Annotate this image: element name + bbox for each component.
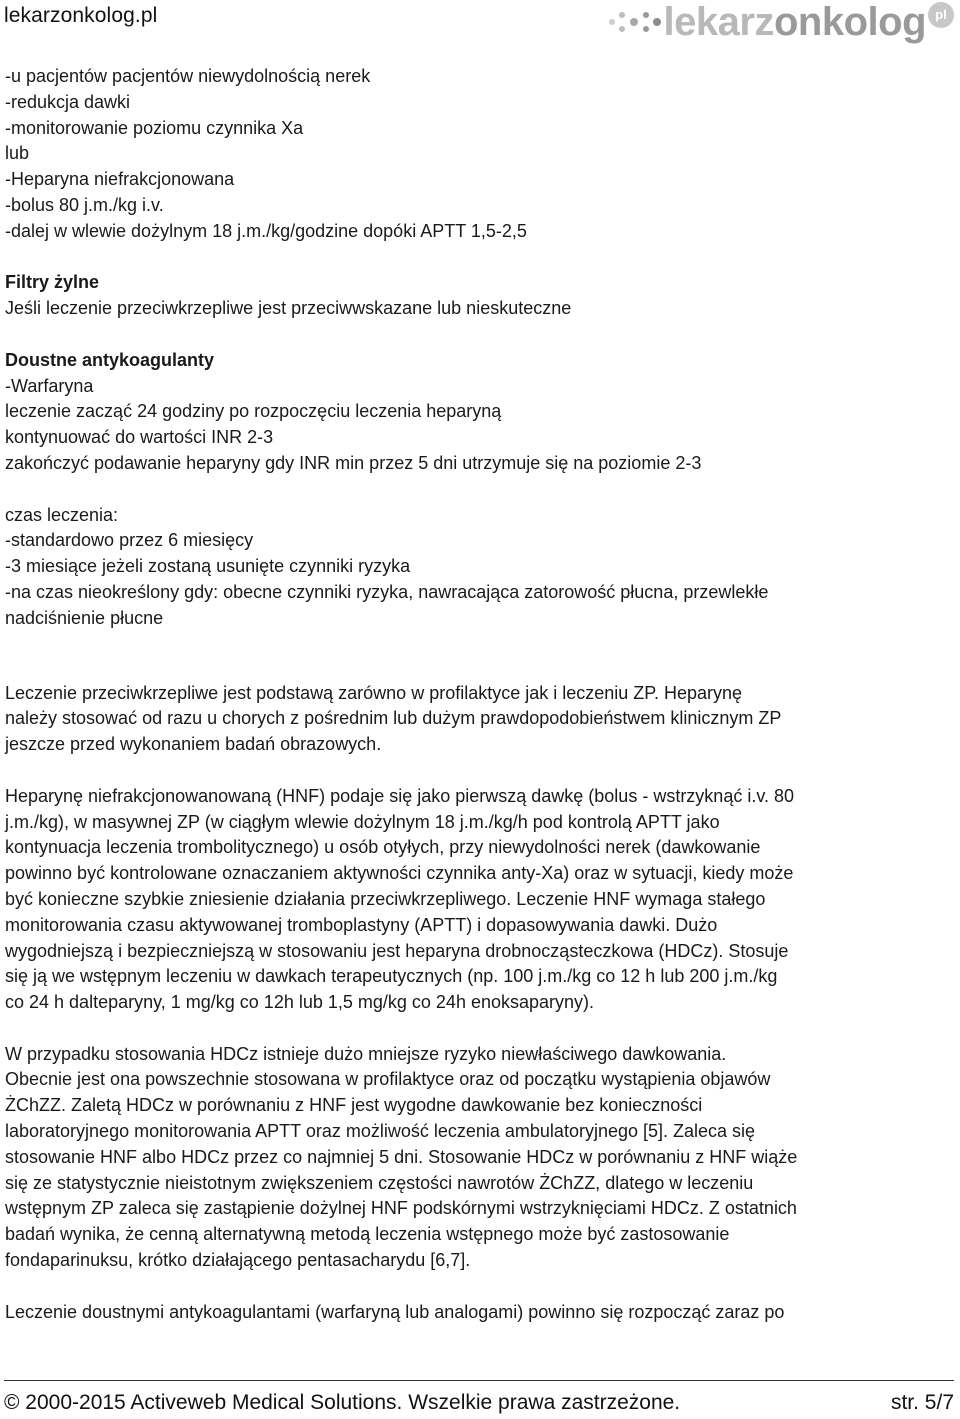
text-line: się ze statystycznie nieistotnym zwiększeniem częstości nawrotów ŻChZZ, dlatego w leczeniu [5, 1172, 754, 1193]
text-line: kontynuacja leczenia trombolitycznego) u osób otyłych, przy niewydolności nerek (dawkowanie [5, 837, 761, 858]
text-line: wygodniejszą i bezpieczniejszą w stosowaniu jest heparyna drobnocząsteczkowa (HDCz). Stosuje [5, 940, 789, 961]
text-line: powinno być kontrolowane oznaczaniem aktywności czynnika anty-Xa) oraz w sytuacji, kiedy może [5, 863, 794, 884]
text-line: -redukcja dawki [5, 91, 131, 112]
paragraph [5, 1042, 955, 1274]
text-line: Heparynę niefrakcjonowanowaną (HNF) podaje się jako pierwszą dawkę (bolus - wstrzyknąć i.v. 80 [5, 785, 795, 806]
text-line: stosowanie HNF albo HDCz przez co najmniej 5 dni. Stosowanie HDCz w porównaniu z HNF wiąże [5, 1146, 798, 1167]
text-line: leczenie zacząć 24 godziny po rozpoczęciu leczenia heparyną [5, 401, 502, 422]
text-line: się ją we wstępnym leczeniu w dawkach terapeutycznych (np. 100 j.m./kg co 12 h lub 200 j.m./kg [5, 966, 778, 987]
logo-badge: pl [928, 2, 954, 28]
paragraph [5, 1300, 955, 1326]
text-line: W przypadku stosowania HDCz istnieje dużo mniejsze ryzyko niewłaściwego dawkowania. [5, 1043, 727, 1064]
oral-anticoagulants-section [5, 348, 955, 477]
text-line: -bolus 80 j.m./kg i.v. [5, 194, 164, 215]
text-line: ŻChZZ. Zaletą HDCz w porównaniu z HNF jest wygodne dawkowanie bez konieczności [5, 1095, 703, 1116]
article-body [5, 64, 955, 1325]
text-line: -3 miesiące jeżeli zostaną usunięte czynniki ryzyka [5, 556, 411, 577]
text-line: -Heparyna niefrakcjonowana [5, 169, 235, 190]
text-line: -Warfaryna [5, 375, 94, 396]
copyright-text: © 2000-2015 Activeweb Medical Solutions. Wszelkie prawa zastrzeżone. [4, 1391, 681, 1414]
text-line: być konieczne szybkie zniesienie działania przeciwkrzepliwego. Leczenie HNF wymaga stałego [5, 888, 766, 909]
text-line: Leczenie doustnymi antykoagulantami (warfaryną lub analogami) powinno się rozpocząć zaraz po [5, 1301, 785, 1322]
text-line: jeszcze przed wykonaniem badań obrazowych. [5, 734, 382, 755]
site-name: lekarzonkolog.pl [4, 4, 158, 27]
text-line: badań wynika, że cenną alternatywną metodą leczenia wstępnego może być zastosowanie [5, 1224, 730, 1245]
dosage-list [5, 64, 955, 245]
text-line: -dalej w wlewie dożylnym 18 j.m./kg/godzine dopóki APTT 1,5-2,5 [5, 220, 527, 241]
text-line: -na czas nieokreślony gdy: obecne czynniki ryzyka, nawracająca zatorowość płucna, przewlekłe [5, 581, 769, 602]
text-line: Leczenie przeciwkrzepliwe jest podstawą zarówno w profilaktyce jak i leczeniu ZP. Heparynę [5, 682, 743, 703]
text-line: j.m./kg), w masywnej ZP (w ciągłym wlewie dożylnym 18 j.m./kg/h pod kontrolą APTT jako [5, 811, 720, 832]
text-line: Jeśli leczenie przeciwkrzepliwe jest przeciwwskazane lub nieskuteczne [5, 298, 572, 319]
text-line: monitorowania czasu aktywowanej tromboplastyny (APTT) i dopasowywania dawki. Dużo [5, 914, 718, 935]
text-line: -u pacjentów pacjentów niewydolnością nerek [5, 66, 371, 86]
logo-wordmark [664, 0, 926, 44]
text-line: -standardowo przez 6 miesięcy [5, 530, 254, 551]
logo-text-light: lekarz [663, 0, 774, 44]
logo-dots-icon [606, 7, 662, 37]
section-heading: Filtry żylne [5, 272, 100, 293]
logo-text-strong: onkolog [773, 0, 926, 44]
page-footer [4, 1380, 954, 1415]
text-line: Obecnie jest ona powszechnie stosowana w profilaktyce oraz od początku wystąpienia objawów [5, 1069, 771, 1090]
text-line: kontynuować do wartości INR 2-3 [5, 427, 274, 448]
page-number: str. 5/7 [890, 1391, 954, 1414]
site-logo [606, 0, 954, 44]
text-line: wstępnym ZP zaleca się zastąpienie dożylnej HNF podskórnymi wstrzyknięciami HDCz. Z ostatnich [5, 1198, 797, 1219]
filters-section [5, 270, 955, 322]
text-line: zakończyć podawanie heparyny gdy INR min przez 5 dni utrzymuje się na poziomie 2-3 [5, 452, 702, 473]
section-heading: Doustne antykoagulanty [5, 349, 215, 370]
text-line: fondaparinuksu, krótko działającego pentasacharydu [6,7]. [5, 1250, 471, 1271]
text-line: nadciśnienie płucne [5, 607, 164, 628]
text-line: czas leczenia: [5, 504, 119, 525]
paragraph [5, 784, 955, 1016]
text-line: należy stosować od razu u chorych z pośrednim lub dużym prawdopodobieństwem klinicznym ZP [5, 708, 782, 729]
text-line: -monitorowanie poziomu czynnika Xa [5, 117, 304, 138]
text-line: co 24 h dalteparyny, 1 mg/kg co 12h lub 1,5 mg/kg co 24h enoksaparyny). [5, 992, 595, 1013]
paragraph [5, 681, 955, 758]
treatment-duration-section [5, 503, 955, 632]
text-line: laboratoryjnego monitorowania APTT oraz możliwość leczenia ambulatoryjnego [5]. Zaleca się [5, 1121, 756, 1142]
text-line: lub [5, 143, 30, 164]
